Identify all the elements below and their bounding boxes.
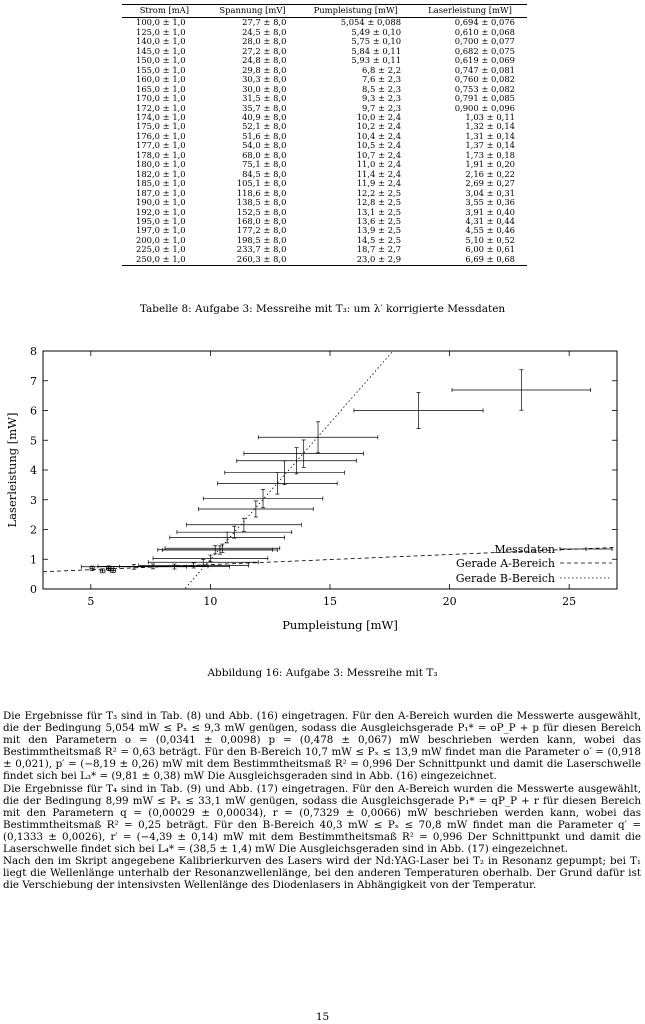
table-cell: 118,6 ± 8,0 bbox=[236, 187, 287, 198]
table-cell: 4,55 ± 0,46 bbox=[465, 225, 515, 236]
table-cell: 3,91 ± 0,40 bbox=[465, 206, 515, 217]
table-cell: 185,0 ± 1,0 bbox=[136, 178, 186, 189]
table-cell: 1,37 ± 0,14 bbox=[465, 140, 515, 151]
table-cell: 187,0 ± 1,0 bbox=[136, 187, 186, 198]
table-cell: 260,3 ± 8,0 bbox=[207, 255, 299, 266]
table-cell: 12,8 ± 2,5 bbox=[356, 197, 402, 208]
header-pumpleistung: Pumpleistung [mW] bbox=[298, 5, 413, 18]
table-cell: 180,0 ± 1,0 bbox=[136, 159, 186, 170]
table-cell: 84,5 ± 8,0 bbox=[242, 168, 287, 179]
table-cell: 9,3 ± 2,3 bbox=[362, 93, 402, 104]
table-cell: 200,0 ± 1,0 bbox=[136, 234, 186, 245]
table-cell: 0,760 ± 0,082 bbox=[454, 74, 515, 85]
paragraph-calibration: Nach den im Skript angegebene Kalibrierkurven des Lasers wird der Nd:YAG-Laser bei T₂ in Resonanz gepumpt; bei T₁ liegt die Wellenlänge unterhalb der Resonanzwellenlänge, bei den anderen Temperaturen oberhalb. Der Grund dafür ist die Verschiebung der intensivsten Wellenlänge des Diodenlasers in Abhängigkeit von der Temperatur. bbox=[3, 855, 641, 892]
table-cell: 27,7 ± 8,0 bbox=[242, 17, 287, 28]
x-axis-label: Pumpleistung [mW] bbox=[282, 618, 398, 632]
table-cell: 5,75 ± 0,10 bbox=[351, 36, 402, 47]
table-header-row bbox=[122, 5, 527, 18]
header-strom: Strom [mA] bbox=[122, 5, 207, 18]
table-cell: 195,0 ± 1,0 bbox=[136, 215, 186, 226]
data-point bbox=[225, 461, 345, 485]
y-tick-label: 2 bbox=[30, 523, 37, 537]
data-point bbox=[237, 448, 357, 474]
table-cell: 35,7 ± 8,0 bbox=[242, 102, 287, 113]
table-cell: 100,0 ± 1,0 bbox=[136, 17, 186, 28]
table-cell: 9,7 ± 2,3 bbox=[362, 102, 402, 113]
table-cell: 225,0 ± 1,0 bbox=[136, 244, 186, 255]
table-cell: 0,700 ± 0,077 bbox=[454, 36, 515, 47]
table-cell: 11,4 ± 2,4 bbox=[356, 168, 402, 179]
y-tick-label: 8 bbox=[30, 345, 37, 358]
table-cell: 23,0 ± 2,9 bbox=[298, 255, 413, 266]
data-point bbox=[258, 422, 378, 453]
table-cell: 6,00 ± 0,61 bbox=[465, 244, 515, 255]
table-cell: 10,2 ± 2,4 bbox=[356, 121, 402, 132]
table-cell: 10,7 ± 2,4 bbox=[356, 149, 402, 160]
table-row bbox=[122, 255, 527, 266]
table-cell: 172,0 ± 1,0 bbox=[136, 102, 186, 113]
table-cell: 1,03 ± 0,11 bbox=[465, 111, 515, 122]
table-cell: 140,0 ± 1,0 bbox=[136, 36, 186, 47]
table-cell: 165,0 ± 1,0 bbox=[136, 83, 186, 94]
table-cell: 6,8 ± 2,2 bbox=[362, 64, 402, 75]
x-tick-label: 20 bbox=[442, 595, 457, 608]
table-cell: 168,0 ± 8,0 bbox=[236, 215, 287, 226]
header-laserleistung: Laserleistung [mW] bbox=[413, 5, 527, 18]
table-cell: 175,0 ± 1,0 bbox=[136, 121, 186, 132]
table-body bbox=[122, 18, 527, 266]
y-tick-label: 1 bbox=[30, 553, 37, 567]
table-cell: 6,69 ± 0,68 bbox=[413, 255, 527, 266]
table-cell: 28,0 ± 8,0 bbox=[242, 36, 287, 47]
table-cell: 30,0 ± 8,0 bbox=[242, 83, 287, 94]
table-cell: 0,791 ± 0,085 bbox=[454, 93, 515, 104]
table-cell: 3,04 ± 0,31 bbox=[465, 187, 515, 198]
table-cell: 198,5 ± 8,0 bbox=[236, 234, 287, 245]
y-tick-label: 6 bbox=[30, 404, 37, 418]
table-cell: 51,6 ± 8,0 bbox=[242, 130, 287, 141]
data-point bbox=[187, 518, 302, 531]
data-point bbox=[198, 501, 313, 517]
table-cell: 250,0 ± 1,0 bbox=[122, 255, 207, 266]
table-cell: 0,753 ± 0,082 bbox=[454, 83, 515, 94]
data-point bbox=[153, 555, 268, 562]
table-cell: 40,9 ± 8,0 bbox=[242, 111, 287, 122]
table-cell: 7,6 ± 2,3 bbox=[362, 74, 402, 85]
figure-caption: Abbildung 16: Aufgabe 3: Messreihe mit T₃ bbox=[207, 667, 438, 679]
table-cell: 1,73 ± 0,18 bbox=[465, 149, 515, 160]
table-cell: 178,0 ± 1,0 bbox=[136, 149, 186, 160]
table-cell: 0,610 ± 0,068 bbox=[454, 26, 515, 37]
x-tick-label: 10 bbox=[203, 595, 218, 608]
table-cell: 14,5 ± 2,5 bbox=[356, 234, 402, 245]
header-spannung: Spannung [mV] bbox=[207, 5, 299, 18]
table-cell: 5,84 ± 0,11 bbox=[351, 45, 402, 56]
legend-label: Gerade A-Bereich bbox=[456, 557, 555, 570]
table-cell: 24,5 ± 8,0 bbox=[242, 26, 287, 37]
table-cell: 75,1 ± 8,0 bbox=[242, 159, 287, 170]
table-cell: 150,0 ± 1,0 bbox=[136, 55, 186, 66]
laser-power-chart bbox=[0, 338, 645, 668]
table-cell: 3,55 ± 0,36 bbox=[465, 197, 515, 208]
table-cell: 105,1 ± 8,0 bbox=[236, 178, 287, 189]
table-cell: 24,8 ± 8,0 bbox=[242, 55, 287, 66]
table-cell: 13,6 ± 2,5 bbox=[356, 215, 402, 226]
table-cell: 5,93 ± 0,11 bbox=[351, 55, 402, 66]
data-point bbox=[170, 532, 285, 543]
table-cell: 13,1 ± 2,5 bbox=[356, 206, 402, 217]
table-cell: 29,8 ± 8,0 bbox=[242, 64, 287, 75]
table-cell: 27,2 ± 8,0 bbox=[242, 45, 287, 56]
table-cell: 4,31 ± 0,44 bbox=[465, 215, 515, 226]
table-cell: 176,0 ± 1,0 bbox=[136, 130, 186, 141]
y-tick-label: 4 bbox=[30, 464, 37, 477]
data-point bbox=[354, 392, 483, 428]
table-cell: 0,682 ± 0,075 bbox=[454, 45, 515, 56]
y-axis-label: Laserleistung [mW] bbox=[5, 412, 19, 528]
data-point bbox=[177, 526, 292, 538]
table-cell: 30,3 ± 8,0 bbox=[242, 74, 287, 85]
table-cell: 54,0 ± 8,0 bbox=[242, 140, 287, 151]
table-cell: 0,619 ± 0,069 bbox=[454, 55, 515, 66]
table-cell: 190,0 ± 1,0 bbox=[136, 197, 186, 208]
data-table bbox=[122, 4, 527, 266]
data-point bbox=[165, 544, 280, 552]
legend-label: Gerade B-Bereich bbox=[455, 572, 555, 585]
table-caption: Tabelle 8: Aufgabe 3: Messreihe mit T₃: um λ′ korrigierte Messdaten bbox=[139, 303, 506, 315]
table-cell: 177,2 ± 8,0 bbox=[236, 225, 287, 236]
table-cell: 0,900 ± 0,096 bbox=[454, 102, 515, 113]
table-cell: 10,4 ± 2,4 bbox=[356, 130, 402, 141]
table-cell: 5,054 ± 0,088 bbox=[340, 17, 402, 28]
y-tick-label: 0 bbox=[30, 583, 37, 596]
table-cell: 2,16 ± 0,22 bbox=[465, 168, 515, 179]
table-cell: 170,0 ± 1,0 bbox=[136, 93, 186, 104]
table-cell: 1,31 ± 0,14 bbox=[465, 130, 515, 141]
table-cell: 2,69 ± 0,27 bbox=[465, 178, 515, 189]
table-cell: 182,0 ± 1,0 bbox=[136, 168, 186, 179]
table-cell: 68,0 ± 8,0 bbox=[242, 149, 287, 160]
body-text bbox=[3, 710, 641, 891]
data-point bbox=[218, 473, 338, 494]
page-number: 15 bbox=[315, 1011, 330, 1023]
data-point bbox=[148, 559, 258, 565]
table-cell: 13,9 ± 2,5 bbox=[356, 225, 402, 236]
table-cell: 0,694 ± 0,076 bbox=[454, 17, 515, 28]
data-table-container bbox=[122, 4, 527, 266]
legend-label: Messdaten bbox=[494, 543, 555, 556]
table-cell: 18,7 ± 2,7 bbox=[356, 244, 402, 255]
x-tick-label: 5 bbox=[87, 595, 95, 608]
table-cell: 152,5 ± 8,0 bbox=[236, 206, 287, 217]
table-cell: 138,5 ± 8,0 bbox=[236, 197, 287, 208]
x-tick-label: 25 bbox=[562, 595, 577, 608]
table-cell: 233,7 ± 8,0 bbox=[236, 244, 287, 255]
table-cell: 0,747 ± 0,081 bbox=[454, 64, 515, 75]
table-cell: 1,91 ± 0,20 bbox=[465, 159, 515, 170]
data-point bbox=[452, 370, 591, 410]
table-cell: 1,32 ± 0,14 bbox=[465, 121, 515, 132]
table-cell: 160,0 ± 1,0 bbox=[136, 74, 186, 85]
table-cell: 52,1 ± 8,0 bbox=[242, 121, 287, 132]
table-cell: 5,49 ± 0,10 bbox=[351, 26, 402, 37]
x-tick-label: 15 bbox=[323, 595, 337, 608]
table-cell: 12,2 ± 2,5 bbox=[356, 187, 402, 198]
y-tick-label: 5 bbox=[30, 434, 37, 448]
table-cell: 31,5 ± 8,0 bbox=[242, 93, 287, 104]
table-cell: 5,10 ± 0,52 bbox=[465, 234, 515, 245]
data-point bbox=[203, 489, 323, 507]
table-cell: 11,0 ± 2,4 bbox=[356, 159, 402, 170]
paragraph-t3-results: Die Ergebnisse für T₃ sind in Tab. (8) und Abb. (16) eingetragen. Für den A-Bereich wurden die Messwerte ausgewählt, die der Bedingung 5,054 mW ≤ Pₓ ≤ 9,3 mW genügen, sodass die Ausgleichsgerade P₁* = oP_P + p für diesen Bereich mit den Parametern o = (0,0341 ± 0,0098) p = (0,478 ± 0,067) mW beschrieben werden kann, wobei das Bestimmtheitsmaß R² = 0,63 beträgt. Für den B-Bereich 10,7 mW ≤ Pₓ ≤ 13,9 mW findet man die Parameter o′ = (0,918 ± 0,021), p′ = (−8,19 ± 0,26) mW mit dem Bestimmtheitsmaß R² = 0,996 Der Schnittpunkt und damit die Laserschwelle findet sich bei L₃* = (9,81 ± 0,38) mW Die Ausgleichsgeraden sind in Abb. (16) eingezeichnet. bbox=[3, 710, 641, 783]
data-point bbox=[163, 546, 278, 554]
table-cell: 8,5 ± 2,3 bbox=[362, 83, 402, 94]
table-cell: 10,5 ± 2,4 bbox=[356, 140, 402, 151]
table-cell: 11,9 ± 2,4 bbox=[356, 178, 402, 189]
table-cell: 155,0 ± 1,0 bbox=[136, 64, 186, 75]
table-cell: 177,0 ± 1,0 bbox=[136, 140, 186, 151]
data-point bbox=[244, 440, 364, 467]
table-cell: 125,0 ± 1,0 bbox=[136, 26, 186, 37]
table-cell: 192,0 ± 1,0 bbox=[136, 206, 186, 217]
table-cell: 197,0 ± 1,0 bbox=[136, 225, 186, 236]
y-tick-label: 3 bbox=[30, 493, 37, 507]
paragraph-t4-results: Die Ergebnisse für T₄ sind in Tab. (9) und Abb. (17) eingetragen. Für den A-Bereich wurden die Messwerte ausgewählt, die der Bedingung 8,99 mW ≤ Pₓ ≤ 33,1 mW genügen, sodass die Ausgleichsgerade P₁* = qP_P + r für diesen Bereich mit den Parametern q = (0,00029 ± 0,00034), r = (0,7329 ± 0,0066) mW beschrieben werden kann, wobei das Bestimmtheitsmaß R² = 0,25 beträgt. Für den B-Bereich 40,3 mW ≤ Pₓ ≤ 70,8 mW findet man die Parameter q′ = (0,1333 ± 0,0026), r′ = (−4,39 ± 0,14) mW mit dem Bestimmtheitsmaß R² = 0,996 Der Schnittpunkt und damit die Laserschwelle findet sich bei L₄* = (38,5 ± 1,4) mW Die Ausgleichsgeraden sind in Abb. (17) eingezeichnet. bbox=[3, 782, 641, 856]
y-tick-label: 7 bbox=[30, 374, 37, 388]
table-cell: 10,0 ± 2,4 bbox=[356, 111, 402, 122]
table-cell: 174,0 ± 1,0 bbox=[136, 111, 186, 122]
table-cell: 145,0 ± 1,0 bbox=[136, 45, 186, 56]
